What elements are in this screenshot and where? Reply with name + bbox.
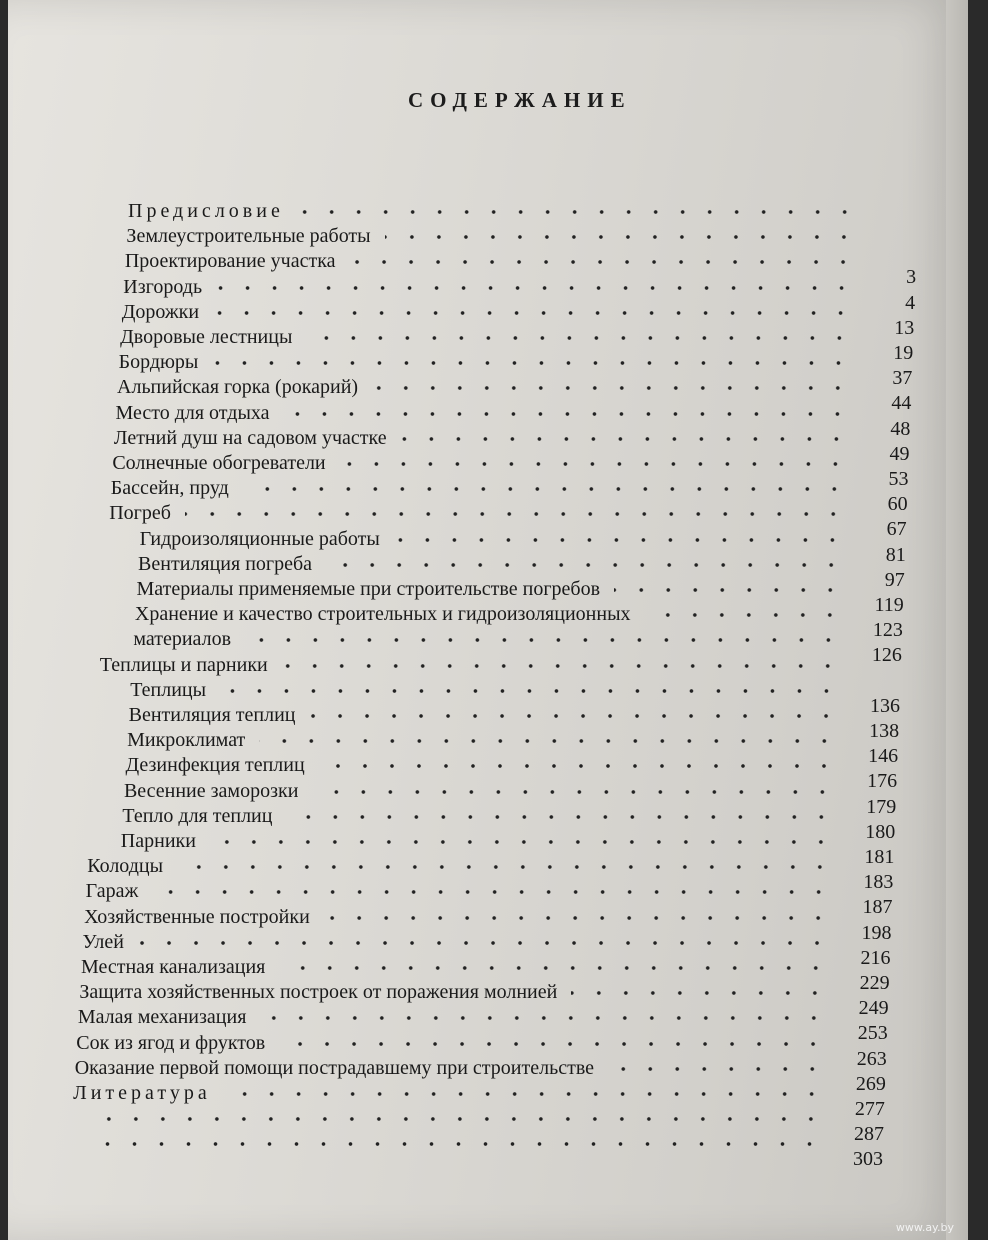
toc-entry-label: Малая механизация	[77, 1006, 247, 1029]
toc-entry-label: Летний душ на садовом участке	[113, 426, 387, 449]
leader-dots	[86, 1107, 824, 1131]
toc-entry-label: Изгородь	[123, 275, 203, 298]
toc-entry-page: 303	[853, 1148, 883, 1171]
toc-entry-page: 60	[887, 493, 908, 516]
leader-dots	[310, 704, 840, 728]
toc-entry	[100, 652, 901, 678]
toc-entry-page: 97	[884, 568, 905, 591]
leader-dots	[152, 880, 832, 904]
leader-dots	[225, 1082, 825, 1106]
toc-entry-label: Бордюры	[118, 351, 199, 374]
toc-entry-page: 176	[867, 770, 898, 793]
toc-entry-label: Хранение и качество строительных и гидроизоляционных	[134, 603, 631, 626]
leader-dots	[401, 427, 850, 451]
leader-dots	[210, 830, 834, 854]
page-title: СОДЕРЖАНИЕ	[408, 88, 632, 112]
leader-dots	[279, 1032, 827, 1056]
leader-dots	[245, 628, 842, 652]
watermark: www.ay.by	[895, 1221, 954, 1234]
toc-entry-label: Гараж	[85, 880, 139, 903]
leader-dots	[279, 956, 829, 980]
toc-entry-label: Вентиляция погреба	[138, 552, 313, 575]
toc-entry-page: 13	[894, 316, 915, 339]
toc-entry	[133, 626, 902, 667]
leader-dots	[286, 805, 835, 829]
toc-entry-page: 287	[853, 1123, 884, 1146]
toc-entry-page: 138	[869, 720, 900, 742]
toc-entry-page: 263	[856, 1047, 887, 1070]
toc-entry-label: Бассейн, пруд	[110, 477, 229, 500]
leader-dots	[312, 780, 836, 804]
toc-entry	[72, 1105, 884, 1146]
leader-dots	[260, 1006, 827, 1030]
toc-entry-page: 187	[862, 896, 893, 919]
leader-dots	[282, 654, 841, 678]
toc-entry-page: 229	[859, 972, 890, 994]
leader-dots	[298, 200, 858, 224]
toc-entry-label: Парники	[120, 830, 196, 852]
leader-dots	[394, 528, 846, 552]
toc-entry-label: Хозяйственные постройки	[84, 905, 310, 928]
leader-dots	[319, 754, 837, 778]
toc-entry-page: 269	[855, 1072, 886, 1095]
toc-entry-page: 249	[858, 997, 889, 1020]
toc-entry	[120, 828, 895, 868]
toc-entry-label: Солнечные обогреватели	[112, 452, 326, 474]
leader-dots	[340, 452, 849, 476]
toc-entry	[70, 1130, 883, 1171]
leader-dots	[177, 855, 833, 879]
toc-entry-label: Микроклимат	[127, 729, 246, 752]
book-page	[8, 0, 968, 1240]
toc-entry-label: Теплицы и парники	[99, 653, 268, 676]
toc-entry-label: Альпийская горка (рокарий)	[117, 376, 359, 399]
toc-entry-label: Проектирование участка	[124, 250, 336, 273]
toc-entry-page: 44	[891, 392, 912, 415]
toc-entry-label: Колодцы	[87, 855, 164, 878]
toc-entry-page: 53	[888, 468, 909, 490]
toc-entry-label: Защита хозяйственных построек от поражения молнией	[79, 981, 558, 1004]
toc-entry-page: 119	[874, 594, 904, 616]
toc-entry-label: Весенние заморозки	[123, 779, 299, 802]
leader-dots	[243, 477, 848, 501]
toc-entry-page: 136	[870, 694, 900, 717]
leader-dots	[220, 679, 840, 703]
toc-entry-label: Землеустроительные работы	[126, 225, 371, 248]
toc-entry-label: Место для отдыха	[115, 401, 270, 424]
toc-entry-label: Теплицы	[130, 678, 207, 701]
leader-dots	[385, 225, 857, 249]
page-edge	[946, 0, 968, 1240]
toc-entry-label: Сок из ягод и фруктов	[76, 1031, 266, 1054]
leader-dots	[324, 906, 832, 930]
toc-entry-page: 49	[889, 442, 910, 465]
toc-entry-page: 146	[868, 745, 899, 768]
leader-dots	[185, 502, 847, 526]
toc-entry	[126, 223, 917, 249]
leader-dots	[284, 402, 851, 426]
toc-entry-page: 3	[906, 266, 917, 289]
leader-dots	[138, 931, 831, 955]
toc-entry-page: 123	[872, 619, 903, 642]
toc-entry-label: Оказание первой помощи пострадавшему при строительстве	[74, 1056, 595, 1079]
leader-dots	[306, 326, 853, 350]
toc-entry	[73, 1080, 885, 1120]
toc-entry-label: Вентиляция теплиц	[128, 704, 296, 726]
leader-dots	[212, 351, 852, 375]
toc-entry-page: 4	[905, 291, 916, 314]
toc-entry-label: Улей	[82, 930, 124, 953]
leader-dots	[259, 729, 838, 753]
toc-entry-page: 253	[857, 1022, 888, 1045]
leader-dots	[571, 981, 828, 1005]
toc-entry-page: 181	[864, 846, 895, 868]
toc-entry-label: Местная канализация	[80, 956, 266, 978]
toc-entry-label: Погреб	[109, 502, 171, 525]
leader-dots	[614, 578, 844, 602]
leader-dots	[608, 1057, 826, 1081]
toc-entry-page: 81	[885, 543, 906, 566]
toc-entry-label: Тепло для теплиц	[122, 804, 273, 827]
toc-entry-label: Дезинфекция теплиц	[125, 754, 305, 777]
toc-entry-page: 277	[854, 1098, 885, 1120]
toc-entry-label: Литература	[73, 1082, 211, 1104]
leader-dots	[84, 1132, 823, 1156]
leader-dots	[326, 553, 845, 577]
toc-entry-page: 37	[892, 367, 913, 390]
toc-entry-page: 179	[866, 795, 897, 818]
toc-entry-label: Предисловие	[128, 200, 284, 222]
toc-entry-label: Дорожки	[121, 300, 200, 323]
toc-entry-page: 183	[863, 871, 894, 894]
toc-entry-page: 126	[871, 644, 902, 667]
toc-entry-label: Дворовые лестницы	[120, 326, 293, 348]
toc-entry-label: Материалы применяемые при строительстве погребов	[136, 578, 601, 600]
toc-entry-page: 67	[886, 518, 907, 541]
toc-entry-page: 180	[865, 820, 896, 843]
leader-dots	[213, 301, 854, 325]
leader-dots	[372, 376, 851, 400]
toc-entry	[128, 198, 918, 224]
toc-entry-label: материалов	[133, 628, 232, 651]
toc-entry-page: 48	[890, 417, 911, 440]
toc-entry-page: 19	[893, 342, 914, 364]
leader-dots	[216, 276, 855, 300]
toc-entry-page: 216	[860, 946, 891, 969]
leader-dots	[645, 603, 843, 627]
leader-dots	[350, 250, 857, 274]
toc-entry-label: Гидроизоляционные работы	[139, 527, 380, 550]
toc-entry-page: 198	[861, 921, 892, 944]
